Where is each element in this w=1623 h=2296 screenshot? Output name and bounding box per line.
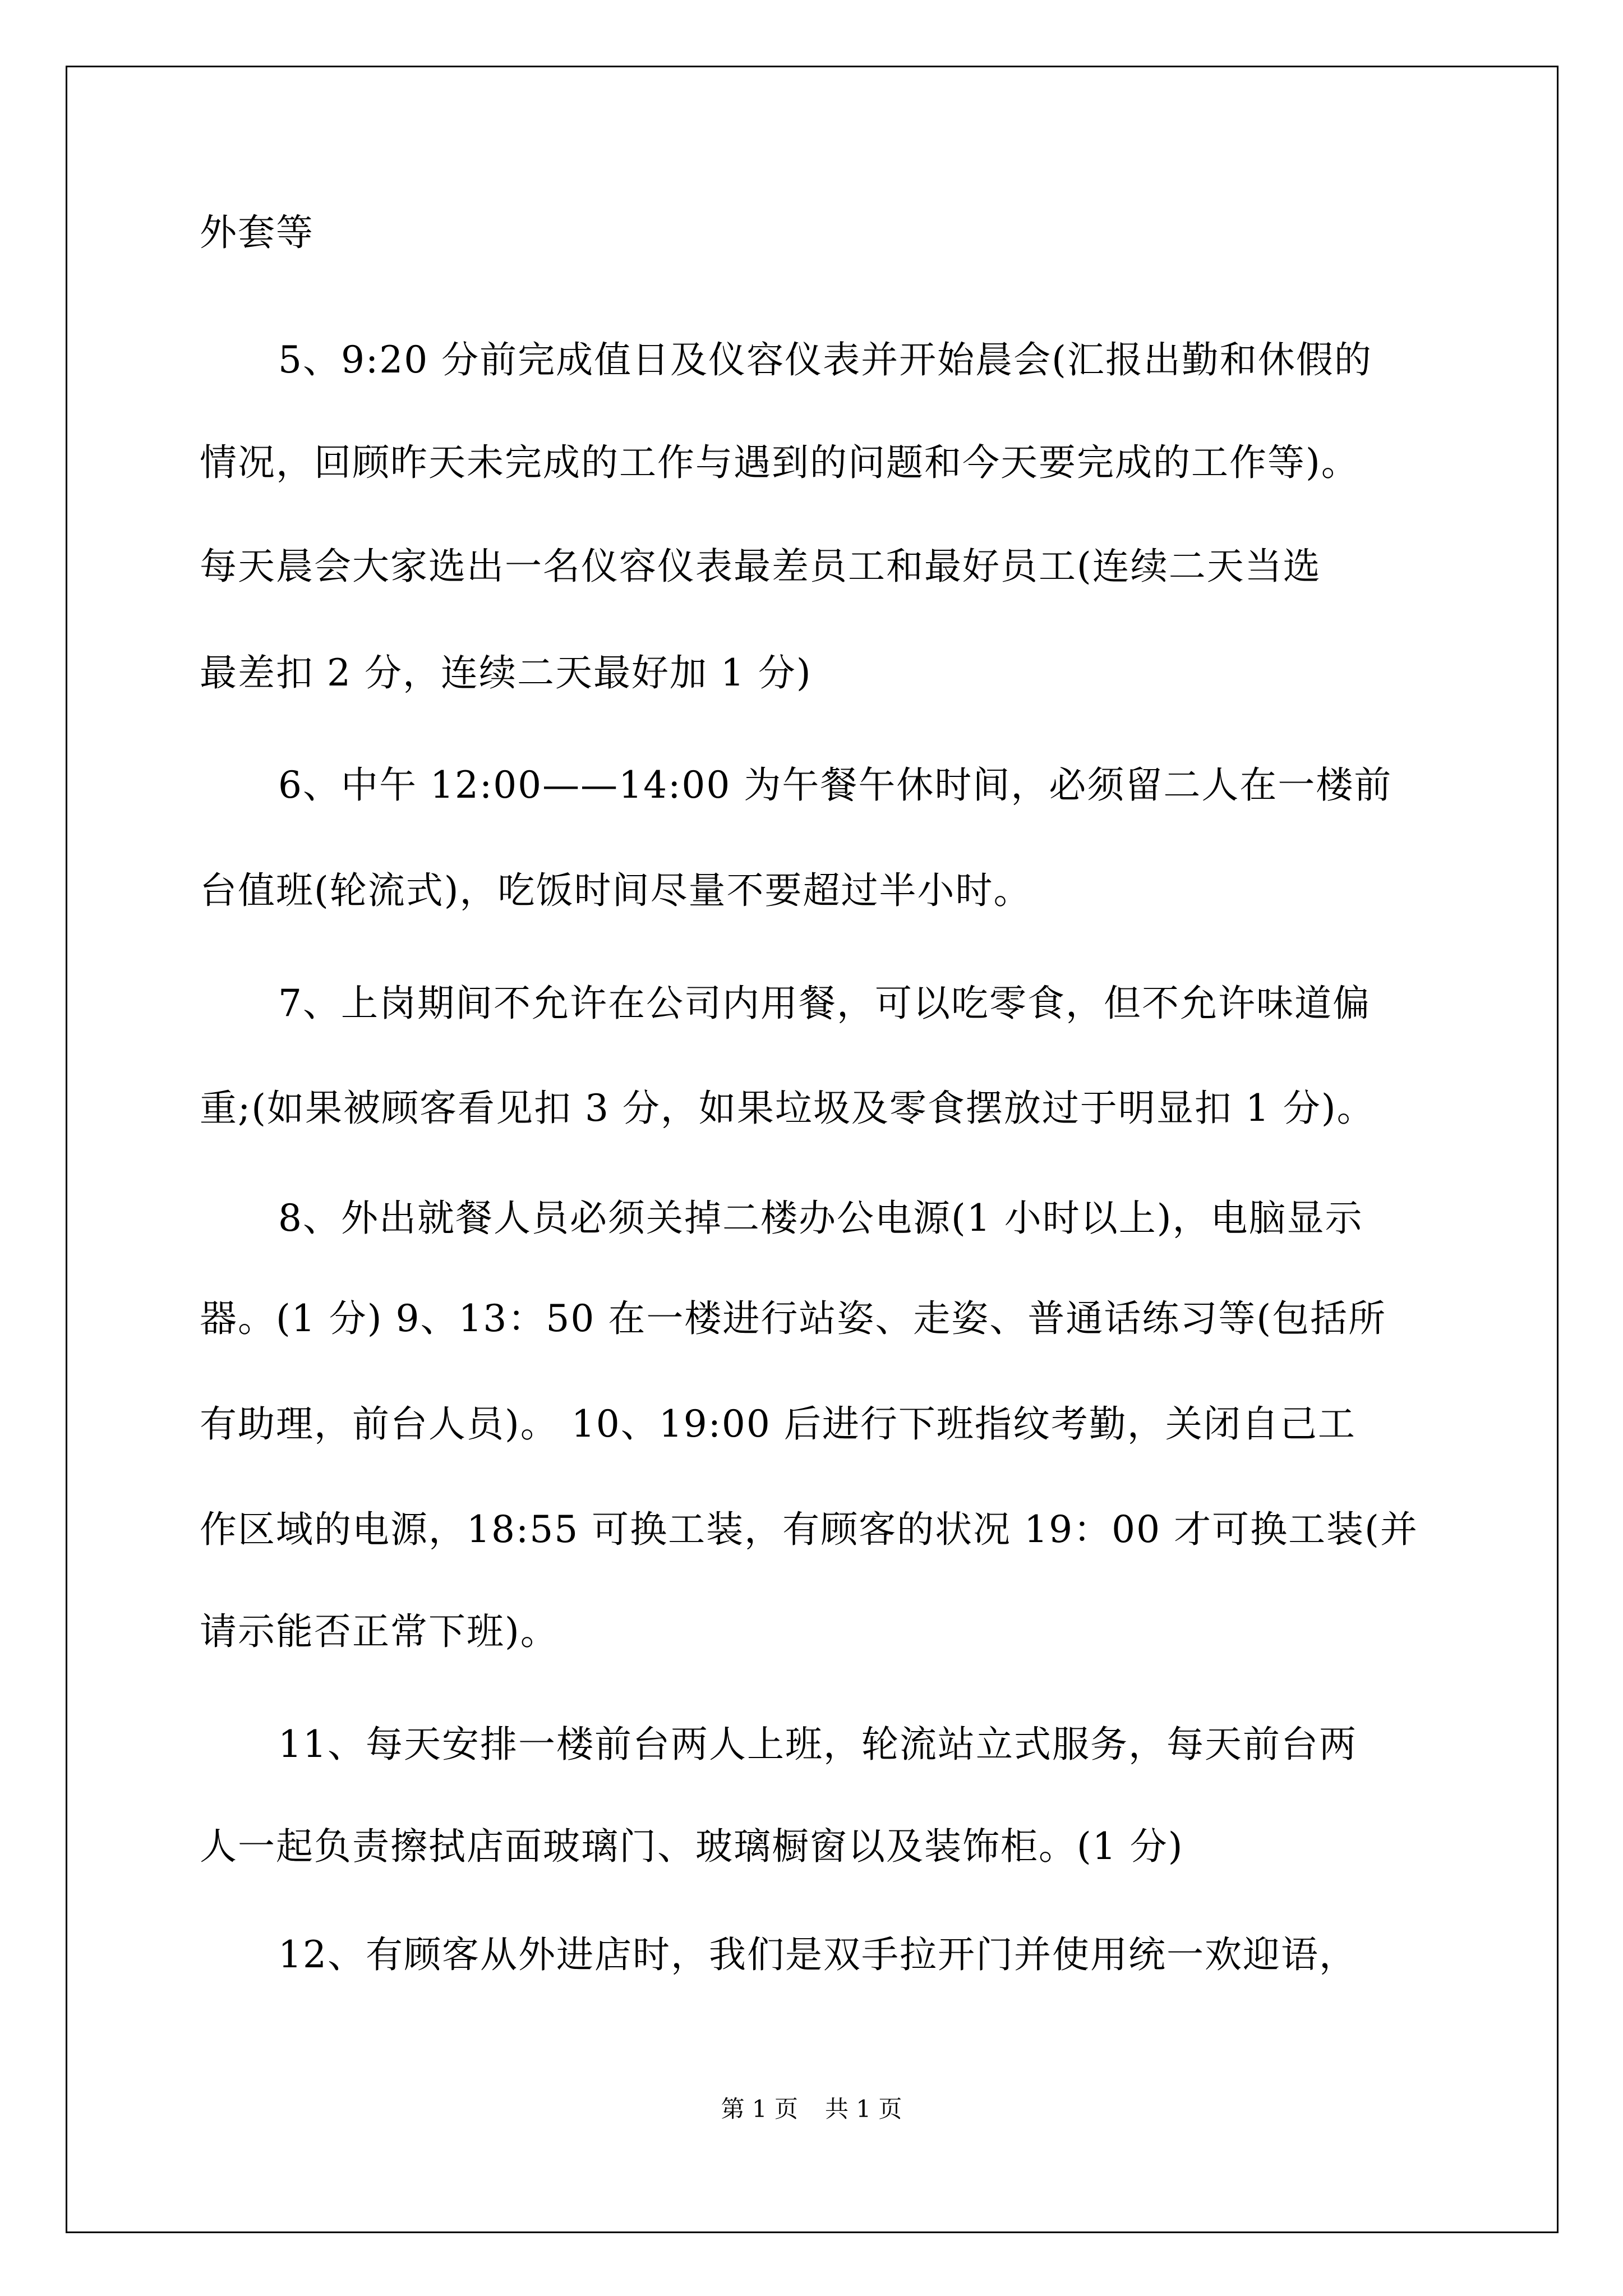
- text-line: 最差扣 2 分，连续二天最好加 1 分): [200, 651, 812, 694]
- text-line: 每天晨会大家选出一名仪容仪表最差员工和最好员工(连续二天当选: [200, 545, 1321, 588]
- text-line: 8、外出就餐人员必须关掉二楼办公电源(1 小时以上)，电脑显示: [278, 1197, 1363, 1240]
- text-line: 外套等: [200, 211, 314, 254]
- text-line: 11、每天安排一楼前台两人上班，轮流站立式服务，每天前台两: [278, 1723, 1357, 1766]
- page-number: 第 1 页: [721, 2095, 798, 2123]
- page-border: [66, 66, 1559, 2233]
- text-line: 人一起负责擦拭店面玻璃门、玻璃橱窗以及装饰柜。(1 分): [200, 1825, 1184, 1868]
- text-line: 请示能否正常下班)。: [200, 1610, 559, 1653]
- text-line: 5、9:20 分前完成值日及仪容仪表并开始晨会(汇报出勤和休假的: [278, 338, 1372, 381]
- text-line: 作区域的电源，18:55 可换工装，有顾客的状况 19：00 才可换工装(并: [200, 1508, 1418, 1551]
- text-line: 情况，回顾昨天未完成的工作与遇到的问题和今天要完成的工作等)。: [200, 441, 1359, 484]
- text-line: 12、有顾客从外进店时，我们是双手拉开门并使用统一欢迎语，: [278, 1933, 1357, 1976]
- text-line: 有助理，前台人员)。 10、19:00 后进行下班指纹考勤，关闭自己工: [200, 1402, 1356, 1446]
- page-total: 共 1 页: [825, 2095, 902, 2123]
- text-line: 台值班(轮流式)，吃饭时间尽量不要超过半小时。: [200, 869, 1032, 912]
- page-footer: [0, 2092, 1623, 2126]
- text-line: 器。(1 分) 9、13：50 在一楼进行站姿、走姿、普通话练习等(包括所: [200, 1297, 1387, 1340]
- text-line: 重;(如果被顾客看见扣 3 分，如果垃圾及零食摆放过于明显扣 1 分)。: [200, 1087, 1375, 1130]
- text-line: 7、上岗期间不允许在公司内用餐，可以吃零食，但不允许味道偏: [278, 982, 1371, 1025]
- text-line: 6、中午 12:00——14:00 为午餐午休时间，必须留二人在一楼前: [278, 763, 1393, 807]
